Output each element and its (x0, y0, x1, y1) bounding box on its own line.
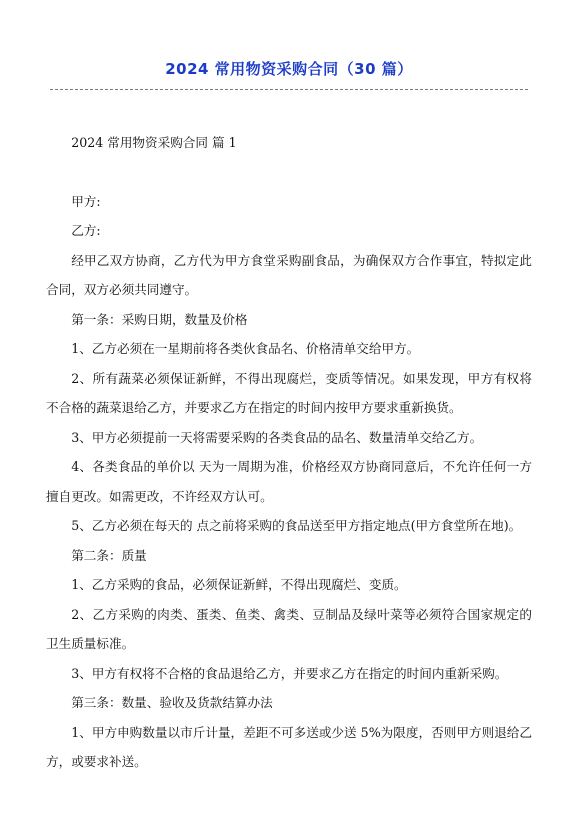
paragraph: 1、乙方必须在一星期前将各类伙食品名、价格清单交给甲方。 (71, 341, 420, 356)
chapter-heading: 2024 常用物资采购合同 篇 1 (71, 135, 237, 150)
paragraph: 2、乙方采购的肉类、蛋类、鱼类、禽类、豆制品及绿叶菜等必须符合国家规定的卫生质量标准。 (46, 606, 532, 651)
paragraph: 2、所有蔬菜必须保证新鲜，不得出现腐烂，变质等情况。如果发现，甲方有权将不合格的蔬菜退给乙方，并要求乙方在指定的时间内按甲方要求重新换货。 (46, 370, 532, 415)
document-body (46, 128, 532, 777)
paragraph: 3、甲方必须提前一天将需要采购的各类食品的品名、数量清单交给乙方。 (71, 429, 483, 445)
clause-heading: 第一条：采购日期，数量及价格 (71, 311, 248, 327)
paragraph: 经甲乙双方协商，乙方代为甲方食堂采购副食品，为确保双方合作事宜，特拟定此合同，双方必须共同遵守。 (46, 252, 532, 297)
paragraph: 4、各类食品的单价以 天为一周期为准，价格经双方协商同意后，不允许任何一方擅自更改。如需更改，不许经双方认可。 (46, 459, 532, 504)
clause-heading: 第二条：质量 (71, 547, 147, 563)
party-a-line: 甲方: (71, 193, 101, 209)
paragraph: 1、乙方采购的食品，必须保证新鲜，不得出现腐烂、变质。 (71, 577, 407, 592)
paragraph: 3、甲方有权将不合格的食品退给乙方，并要求乙方在指定的时间内重新采购。 (71, 665, 508, 681)
paragraph: 5、乙方必须在每天的 点之前将采购的食品送至甲方指定地点(甲方食堂所在地)。 (71, 518, 522, 533)
document-title: 2024 常用物资采购合同（30 篇） (165, 60, 413, 78)
party-b-line: 乙方: (71, 223, 101, 238)
title-divider (50, 89, 528, 90)
paragraph: 1、甲方申购数量以市斤计量，差距不可多送或少送 5%为限度，否则甲方则退给乙方，或要求补送。 (46, 724, 532, 769)
clause-heading: 第三条：数量、验收及货款结算办法 (71, 695, 273, 710)
